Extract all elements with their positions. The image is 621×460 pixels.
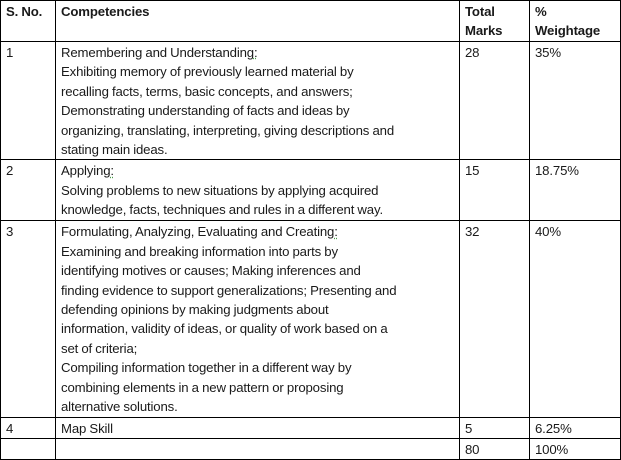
cell-total-marks xyxy=(460,42,530,160)
table-row xyxy=(1,221,621,417)
competency-description-line: combining elements in a new pattern or proposing xyxy=(61,379,344,395)
competency-title-colon: : xyxy=(334,224,338,240)
competency-description-line: set of criteria; xyxy=(61,340,138,356)
competency-description-line: Examining and breaking information into parts by xyxy=(61,243,338,259)
header-weightage xyxy=(530,1,621,42)
header-row xyxy=(1,1,621,42)
cell-competency-empty xyxy=(56,438,460,459)
total-marks-value: 5 xyxy=(465,420,473,436)
cell-competency xyxy=(56,160,460,221)
cell-sno xyxy=(1,417,56,438)
competency-description-line: Exhibiting memory of previously learned material by xyxy=(61,64,354,80)
table-row xyxy=(1,42,621,160)
cell-sno xyxy=(1,42,56,160)
competency-title-text: Remembering and Understanding xyxy=(61,45,254,60)
competency-title-text: Applying xyxy=(61,163,111,179)
cell-competency xyxy=(56,42,460,160)
competency-title xyxy=(61,222,454,241)
sno-value: 3 xyxy=(6,224,14,240)
weightage-value: 35% xyxy=(535,45,561,60)
competency-description-line: stating main ideas. xyxy=(61,142,168,158)
total-marks-sum-value: 80 xyxy=(465,441,480,457)
competency-description-line: knowledge, facts, techniques and rules in a different way. xyxy=(61,202,383,218)
cell-total-marks xyxy=(460,417,530,438)
weightage-value: 40% xyxy=(535,224,561,240)
header-total-marks-line1: Total xyxy=(465,4,495,19)
competency-description-line: information, validity of ideas, or quality of work based on a xyxy=(61,321,388,337)
competency-description-line: finding evidence to support generalizations; Presenting and xyxy=(61,282,397,298)
competency-description-line: organizing, translating, interpreting, giving descriptions and xyxy=(61,122,395,138)
competency-title xyxy=(61,161,454,180)
sno-value: 4 xyxy=(6,420,14,436)
competency-title-text: Map Skill xyxy=(61,420,113,436)
total-marks-value: 15 xyxy=(465,163,480,179)
competency-title xyxy=(61,43,454,62)
header-sno-label: S. No. xyxy=(6,4,43,19)
competency-description-line: alternative solutions. xyxy=(61,399,178,415)
competency-description-line: Demonstrating understanding of facts and ideas by xyxy=(61,103,350,119)
weightage-value: 18.75% xyxy=(535,163,579,179)
table-row xyxy=(1,417,621,438)
cell-weightage xyxy=(530,221,621,417)
header-total-marks xyxy=(460,1,530,42)
competency-description-line: recalling facts, terms, basic concepts, and answers; xyxy=(61,83,353,99)
cell-sno xyxy=(1,221,56,417)
cell-total-marks xyxy=(460,160,530,221)
competency-title-colon: : xyxy=(253,45,258,60)
cell-total-marks-sum xyxy=(460,438,530,459)
cell-weightage xyxy=(530,160,621,221)
competency-description-line: Compiling information together in a different way by xyxy=(61,360,352,376)
weightage-sum-value: 100% xyxy=(535,441,569,457)
cell-competency xyxy=(56,417,460,438)
table-row xyxy=(1,160,621,221)
cell-weightage xyxy=(530,417,621,438)
header-total-marks-line2: Marks xyxy=(465,23,503,39)
sno-value: 2 xyxy=(6,163,14,179)
competency-description-line: Solving problems to new situations by applying acquired xyxy=(61,182,379,198)
cell-sno xyxy=(1,160,56,221)
cell-sno-empty xyxy=(1,438,56,459)
competency-title-colon: : xyxy=(110,163,114,179)
header-competencies xyxy=(56,1,460,42)
competency-description-line: defending opinions by making judgments about xyxy=(61,302,329,318)
competency-description-line: identifying motives or causes; Making inferences and xyxy=(61,263,361,279)
competency-title xyxy=(61,419,454,438)
cell-competency xyxy=(56,221,460,417)
header-weightage-line2: Weightage xyxy=(535,23,601,39)
cell-total-marks xyxy=(460,221,530,417)
cell-weightage-sum xyxy=(530,438,621,459)
cell-weightage xyxy=(530,42,621,160)
header-weightage-line1: % xyxy=(535,4,547,19)
weightage-value: 6.25% xyxy=(535,420,572,436)
total-row xyxy=(1,438,621,459)
total-marks-value: 28 xyxy=(465,45,480,60)
header-sno xyxy=(1,1,56,42)
sno-value: 1 xyxy=(6,45,14,60)
total-marks-value: 32 xyxy=(465,224,480,240)
competency-title-text: Formulating, Analyzing, Evaluating and Creating xyxy=(61,224,335,240)
header-competencies-label: Competencies xyxy=(61,4,150,19)
